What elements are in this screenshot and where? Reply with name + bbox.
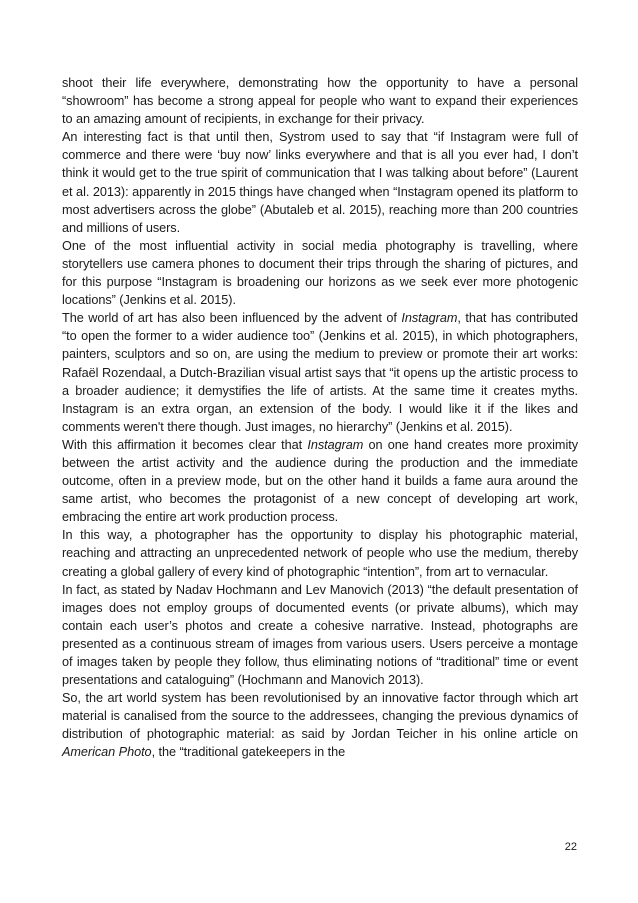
- paragraph-text: With this affirmation it becomes clear that: [62, 437, 308, 452]
- italic-title: Instagram: [401, 311, 458, 326]
- paragraph-text: , that has contributed “to open the former to a wider audience too” (Jenkins et al. 2015), in which photographers, painters, sculptors and so on, are using the medium to preview or promote their art works: Rafaël Rozendaal, a Dutch-Brazilian visual artist says that “it opens up the artistic process to a broader audience; it demystifies the life of artists. At the same time it creates myths. Instagram is an extra organ, an extension of the body. I would like it if the likes and comments weren't there though. Just images, no hierarchy” (Jenkins et al. 2015).: [62, 311, 578, 434]
- italic-title: American Photo: [62, 745, 152, 760]
- paragraph: [62, 74, 578, 128]
- paragraph-text: on one hand creates more proximity between the artist activity and the audience during the production and the immediate outcome, often in a preview mode, but on the other hand it builds a fame aura around the same artist, who becomes the protagonist of a new concept of developing art work, embracing the entire art work production process.: [62, 437, 578, 525]
- body-text: [62, 74, 578, 762]
- paragraph-text: So, the art world system has been revolutionised by an innovative factor through which art material is canalised from the source to the addressees, changing the previous dynamics of distribution of photographic material: as said by Jordan Teicher in his online article on: [62, 691, 578, 742]
- page-number: 22: [564, 841, 577, 853]
- paragraph-text: The world of art has also been influenced by the advent of: [62, 311, 402, 326]
- italic-title: Instagram: [307, 437, 364, 452]
- paragraph: [62, 689, 578, 761]
- paragraph: [62, 581, 578, 690]
- paragraph-text: An interesting fact is that until then, Systrom used to say that “if Instagram were full of commerce and there were ‘buy now’ links everywhere and that is all you ever had, I don’t think it would get to the true spirit of communication that I was talking about before” (Laurent et al. 2013): apparently in 2015 things have changed when “Instagram opened its platform to most advertisers across the globe” (Abutaleb et al. 2015), reaching more than 200 countries and millions of users.: [62, 130, 578, 235]
- paragraph: [62, 128, 578, 237]
- paragraph-text: In this way, a photographer has the opportunity to display his photographic material, reaching and attracting an unprecedented network of people who use the medium, thereby creating a global gallery of every kind of photographic “intention”, from art to vernacular.: [62, 528, 578, 579]
- paragraph: [62, 237, 578, 309]
- paragraph-text: In fact, as stated by Nadav Hochmann and Lev Manovich (2013) “the default presentation of images does not employ groups of documented events (or private albums), which may contain each user’s photos and create a cohesive narrative. Instead, photographs are presented as a continuous stream of images from various users. Users perceive a montage of images taken by people they follow, thus eliminating notions of “traditional” time or event presentations and cataloguing” (Hochmann and Manovich 2013).: [62, 582, 578, 688]
- paragraph: [62, 309, 578, 436]
- paragraph: [62, 436, 578, 526]
- paragraph-text: shoot their life everywhere, demonstrating how the opportunity to have a personal “showroom” has become a strong appeal for people who want to expand their experiences to an amazing amount of recipients, in exchange for their privacy.: [62, 76, 578, 127]
- paragraph-text: , the “traditional gatekeepers in the: [151, 745, 346, 760]
- paragraph: [62, 526, 578, 580]
- paragraph-text: One of the most influential activity in social media photography is travelling, where storytellers use camera phones to document their trips through the sharing of pictures, and for this purpose “Instagram is broadening our horizons as we seek ever more photogenic locations” (Jenkins et al. 2015).: [62, 238, 578, 308]
